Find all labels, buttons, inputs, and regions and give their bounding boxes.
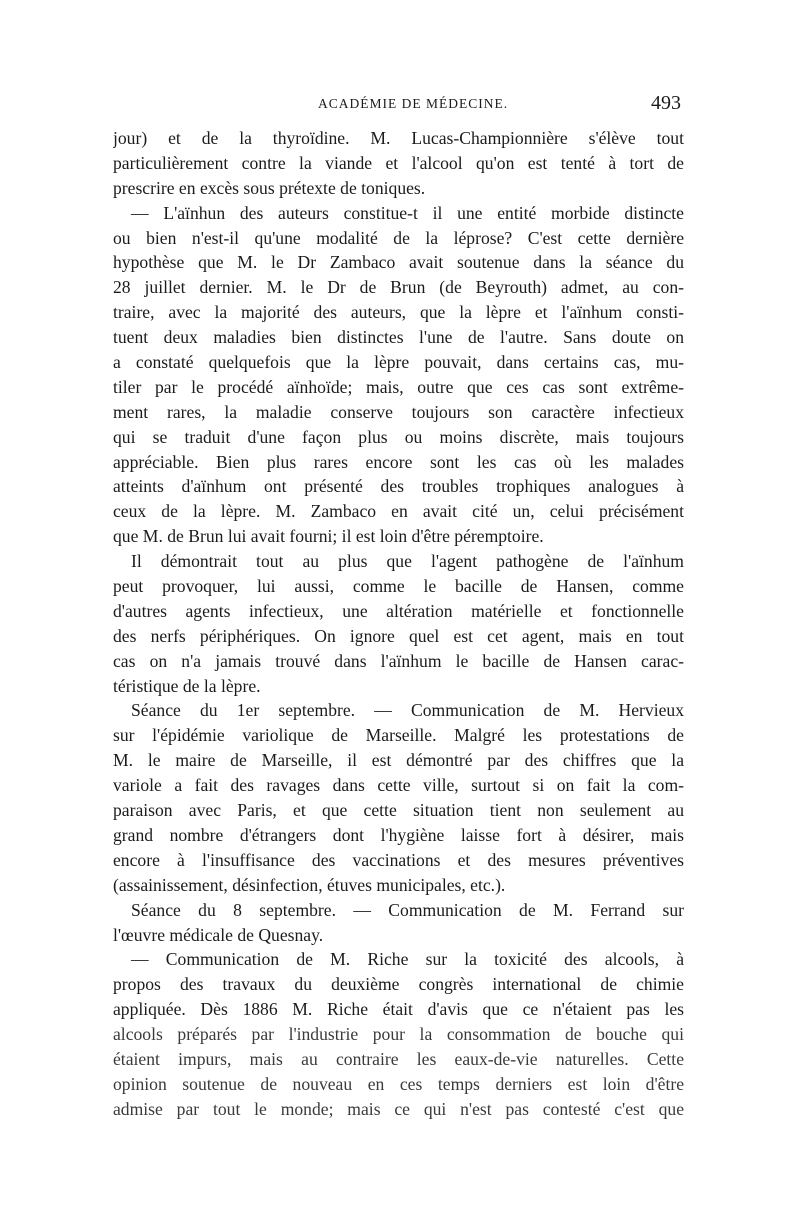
text-line: qui se traduit d'une façon plus ou moins discrète, mais toujours: [113, 426, 684, 447]
text-line: tiler par le procédé aïnhoïde; mais, outre que ces cas sont extrême-: [113, 376, 684, 397]
text-line: 28 juillet dernier. M. le Dr de Brun (de Beyrouth) admet, au con-: [113, 277, 684, 298]
page-number: 493: [651, 92, 681, 114]
text-line: appréciable. Bien plus rares encore sont les cas où les malades: [113, 451, 684, 472]
text-line: encore à l'insuffisance des vaccinations et des mesures préventives: [113, 849, 684, 870]
text-line: l'œuvre médicale de Quesnay.: [113, 924, 324, 945]
text-line: étaient impurs, mais au contraire les eaux-de-vie naturelles. Cette: [113, 1048, 684, 1069]
text-line: paraison avec Paris, et que cette situation tient non seulement au: [113, 800, 684, 821]
text-line: ment rares, la maladie conserve toujours son caractère infectieux: [113, 401, 684, 422]
text-line: des nerfs périphériques. On ignore quel est cet agent, mais en tout: [113, 625, 684, 646]
text-line: traire, avec la majorité des auteurs, que la lèpre et l'aïnhum consti-: [113, 302, 684, 323]
text-line: — L'aïnhun des auteurs constitue-t il une entité morbide distincte: [131, 202, 684, 223]
page-header: [0, 92, 800, 118]
text-line: variole a fait des ravages dans cette ville, surtout si on fait la com-: [113, 775, 684, 796]
text-line: atteints d'aïnhum ont présenté des troubles trophiques analogues à: [113, 476, 684, 497]
text-line: propos des travaux du deuxième congrès international de chimie: [113, 974, 684, 995]
text-line: particulièrement contre la viande et l'alcool qu'on est tenté à tort de: [113, 152, 684, 173]
text-line: jour) et de la thyroïdine. M. Lucas-Championnière s'élève tout: [113, 128, 684, 148]
text-line: a constaté quelquefois que la lèpre pouvait, dans certains cas, mu-: [113, 352, 684, 373]
text-line: ceux de la lèpre. M. Zambaco en avait cité un, celui précisément: [113, 501, 684, 522]
text-line: peut provoquer, lui aussi, comme le bacille de Hansen, comme: [113, 576, 684, 597]
text-line: (assainissement, désinfection, étuves municipales, etc.).: [113, 874, 506, 895]
text-line: d'autres agents infectieux, une altération matérielle et fonctionnelle: [113, 600, 684, 621]
text-line: admise par tout le monde; mais ce qui n'est pas contesté c'est que: [113, 1098, 684, 1119]
text-line: — Communication de M. Riche sur la toxicité des alcools, à: [131, 949, 684, 970]
page-body: [113, 126, 684, 1122]
running-title: ACADÉMIE DE MÉDECINE.: [318, 96, 509, 111]
text-line: sur l'épidémie variolique de Marseille. Malgré les protestations de: [113, 725, 684, 746]
text-line: cas on n'a jamais trouvé dans l'aïnhum le bacille de Hansen carac-: [113, 650, 684, 671]
text-line: hypothèse que M. le Dr Zambaco avait soutenue dans la séance du: [113, 252, 684, 273]
text-line: M. le maire de Marseille, il est démontré par des chiffres que la: [113, 750, 684, 771]
section-heading-line: Séance du 1er septembre. — Communication de M. Hervieux: [131, 700, 684, 721]
text-line: prescrire en excès sous prétexte de toniques.: [113, 177, 426, 198]
section-heading-line: Séance du 8 septembre. — Communication de M. Ferrand sur: [131, 899, 684, 920]
text-line: téristique de la lèpre.: [113, 675, 261, 696]
text-line: Il démontrait tout au plus que l'agent pathogène de l'aïnhum: [131, 551, 684, 572]
text-line: appliquée. Dès 1886 M. Riche était d'avis que ce n'étaient pas les: [113, 999, 684, 1020]
text-line: que M. de Brun lui avait fourni; il est loin d'être péremptoire.: [113, 526, 544, 547]
text-line: alcools préparés par l'industrie pour la consommation de bouche qui: [113, 1024, 684, 1045]
text-line: grand nombre d'étrangers dont l'hygiène laisse fort à désirer, mais: [113, 824, 684, 845]
text-line: ou bien n'est-il qu'une modalité de la léprose? C'est cette dernière: [113, 227, 684, 248]
text-line: opinion soutenue de nouveau en ces temps derniers est loin d'être: [113, 1073, 684, 1094]
text-line: tuent deux maladies bien distinctes l'une de l'autre. Sans doute on: [113, 327, 684, 348]
